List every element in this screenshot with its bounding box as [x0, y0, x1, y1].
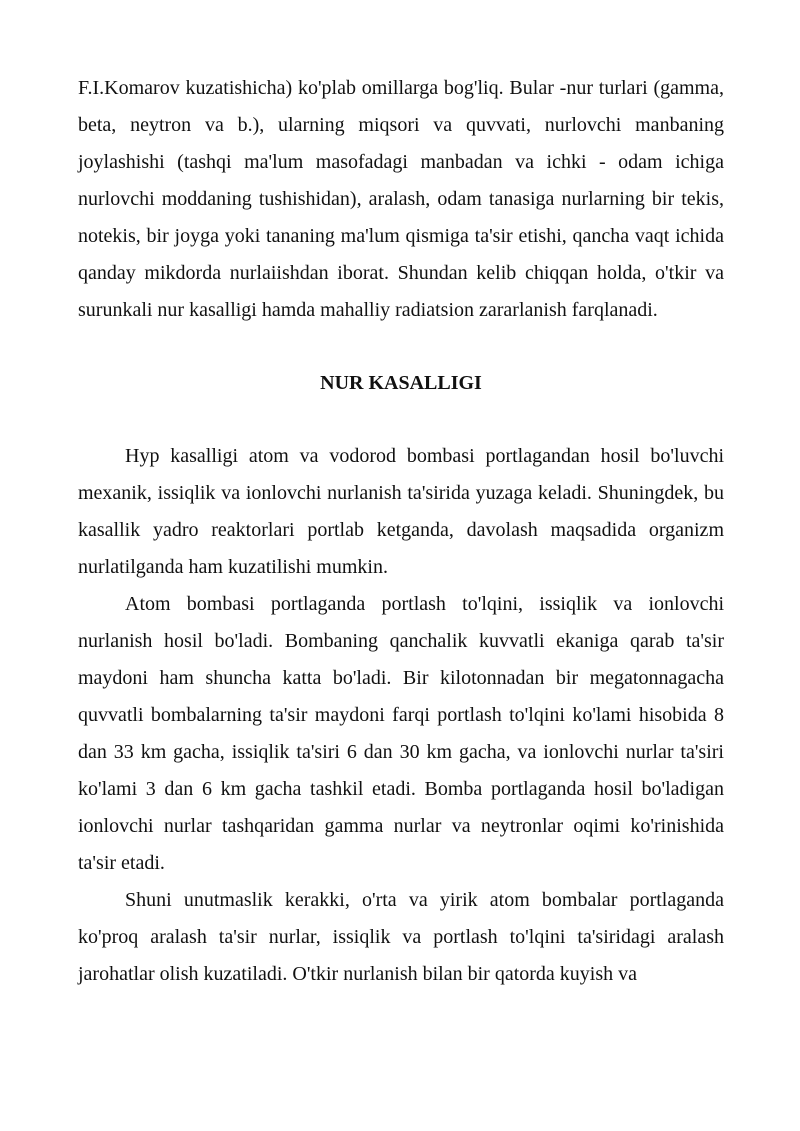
- intro-paragraph: F.I.Komarov kuzatishicha) ko'plab omillarga bog'liq. Bular -nur turlari (gamma, beta, neytron va b.), ularning miqsori va quvvati, nurlovchi manbaning joylashishi (tashqi ma'lum masofadagi manbadan va ichki - odam ichiga nurlovchi moddaning tushishidan), aralash, odam tanasiga nurlarning bir tekis, notekis, bir joyga yoki tananing ma'lum qismiga ta'sir etishi, qancha vaqt ichida qanday mikdorda nurlaiishdan iborat. Shundan kelib chiqqan holda, o'tkir va surunkali nur kasalligi hamda mahalliy radiatsion zararlanish farqlanadi.: [78, 77, 724, 321]
- body-paragraph-2: Atom bombasi portlaganda portlash to'lqini, issiqlik va ionlovchi nurlanish hosil bo'ladi. Bombaning qanchalik kuvvatli ekaniga qarab ta'sir maydoni ham shuncha katta bo'ladi. Bir kilotonnadan bir megatonnagacha quvvatli bombalarning ta'sir maydoni farqi portlash to'lqini ko'lami hisobida 8 dan 33 km gacha, issiqlik ta'siri 6 dan 30 km gacha, va ionlovchi nurlar ta'siri ko'lami 3 dan 6 km gacha tashkil etadi. Bomba portlaganda hosil bo'ladigan ionlovchi nurlar tashqaridan gamma nurlar va neytronlar oqimi ko'rinishida ta'sir etadi.: [78, 593, 724, 874]
- document-page: [78, 70, 724, 993]
- body-paragraph-3: Shuni unutmaslik kerakki, o'rta va yirik atom bombalar portlaganda ko'proq aralash ta'sir nurlar, issiqlik va portlash to'lqini ta'siridagi aralash jarohatlar olish kuzatiladi. O'tkir nurlanish bilan bir qatorda kuyish va: [78, 889, 724, 985]
- body-paragraph-1: Hyp kasalligi atom va vodorod bombasi portlagandan hosil bo'luvchi mexanik, issiqlik va ionlovchi nurlanish ta'sirida yuzaga keladi. Shuningdek, bu kasallik yadro reaktorlari portlab ketganda, davolash maqsadida organizm nurlatilganda ham kuzatilishi mumkin.: [78, 445, 724, 578]
- section-title: NUR KASALLIGI: [320, 372, 482, 394]
